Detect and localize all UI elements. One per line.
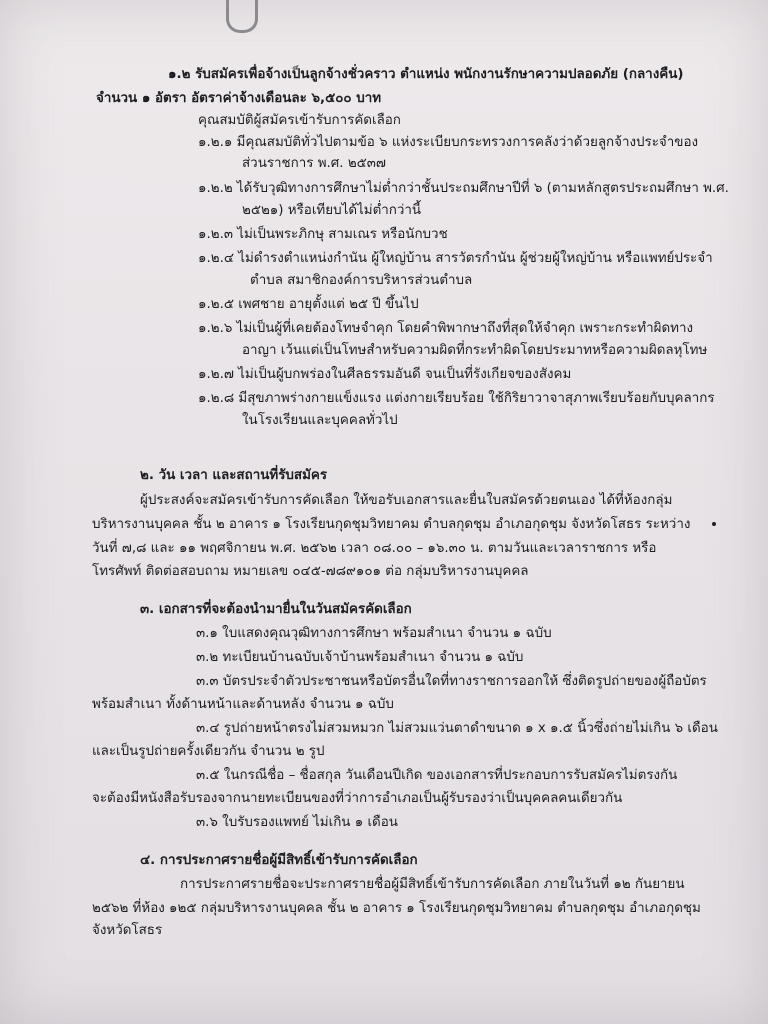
section-1-2-quota: จำนวน ๑ อัตรา อัตราค่าจ้างเดือนละ ๖,๕๐๐ บาท [96,91,382,106]
document-item: ๓.๔ รูปถ่ายหน้าตรงไม่สวมหมวก ไม่สวมแว่นตาดำขนาด ๑ x ๑.๕ นิ้วซึ่งถ่ายไม่เกิน ๖ เดือน [196,721,718,736]
qualification-item: ส่วนราชการ พ.ศ. ๒๕๓๗ [242,156,387,171]
qualification-item: ๑.๒.๕ เพศชาย อายุตั้งแต่ ๒๕ ปี ขึ้นไป [198,297,419,312]
qualification-item: ตำบล สมาชิกองค์การบริหารส่วนตำบล [250,273,473,288]
document-item: ๓.๖ ใบรับรองแพทย์ ไม่เกิน ๑ เดือน [196,815,398,830]
qualification-item: ๑.๒.๔ ไม่ดำรงตำแหน่งกำนัน ผู้ใหญ่บ้าน สารวัตรกำนัน ผู้ช่วยผู้ใหญ่บ้าน หรือแพทย์ประจำ [198,251,713,266]
qualification-title: คุณสมบัติผู้สมัครเข้ารับการคัดเลือก [198,113,401,128]
document-item: และเป็นรูปถ่ายครั้งเดียวกัน จำนวน ๒ รูป [92,744,325,759]
document-item: พร้อมสำเนา ทั้งด้านหน้าและด้านหลัง จำนวน ๑ ฉบับ [92,697,394,712]
qualification-item: ๑.๒.๘ มีสุขภาพร่างกายแข็งแรง แต่งกายเรียบร้อย ใช้กิริยาวาจาสุภาพเรียบร้อยกับบุคลากร [198,391,715,406]
qualification-item: ๒๕๒๑) หรือเทียบได้ไม่ต่ำกว่านี้ [242,203,422,218]
section-1-2-heading: ๑.๒ รับสมัครเพื่อจ้างเป็นลูกจ้างชั่วคราว ตำแหน่ง พนักงานรักษาความปลอดภัย (กลางคืน) [168,67,684,82]
qualification-item: อาญา เว้นแต่เป็นโทษสำหรับความผิดที่กระทำผิดโดยประมาทหรือความผิดลหุโทษ [242,343,708,358]
section-2-line: บริหารงานบุคคล ชั้น ๒ อาคาร ๑ โรงเรียนกุดชุมวิทยาคม ตำบลกุดชุม อำเภอกุดชุม จังหวัดโสธร ระหว่าง [92,517,691,532]
section-2-line: วันที่ ๗,๘ และ ๑๑ พฤศจิกายน พ.ศ. ๒๕๖๒ เวลา ๐๘.๐๐ – ๑๖.๓๐ น. ตามวันและเวลาราชการ หรือ [92,541,657,556]
ink-dot [712,522,716,526]
document-item: ๓.๕ ในกรณีชื่อ – ชื่อสกุล วันเดือนปีเกิด ของเอกสารที่ประกอบการรับสมัครไม่ตรงกัน [196,768,678,783]
qualification-item: ๑.๒.๓ ไม่เป็นพระภิกษุ สามเณร หรือนักบวช [198,227,448,242]
qualification-item: ๑.๒.๒ ได้รับวุฒิทางการศึกษาไม่ต่ำกว่าชั้นประถมศึกษาปีที่ ๖ (ตามหลักสูตรประถมศึกษา พ.ศ. [198,181,729,196]
document-item: ๓.๑ ใบแสดงคุณวุฒิทางการศึกษา พร้อมสำเนา จำนวน ๑ ฉบับ [196,626,552,641]
section-2-heading: ๒. วัน เวลา และสถานที่รับสมัคร [140,468,328,483]
document-item: จะต้องมีหนังสือรับรองจากนายทะเบียนของที่ว่าการอำเภอเป็นผู้รับรองว่าเป็นบุคคลคนเดียวกัน [92,791,623,806]
qualification-item: ๑.๒.๖ ไม่เป็นผู้ที่เคยต้องโทษจำคุก โดยคำพิพากษาถึงที่สุดให้จำคุก เพราะกระทำผิดทาง [198,321,694,336]
section-4-line: การประกาศรายชื่อจะประกาศรายชื่อผู้มีสิทธิ์เข้ารับการคัดเลือก ภายในวันที่ ๑๒ กันยายน [180,877,685,892]
section-2-line: ผู้ประสงค์จะสมัครเข้ารับการคัดเลือก ให้ขอรับเอกสารและยื่นใบสมัครด้วยตนเอง ได้ที่ห้องกลุ่ม [140,493,673,508]
section-3-heading: ๓. เอกสารที่จะต้องนำมายื่นในวันสมัครคัดเลือก [140,602,412,617]
document-item: ๓.๓ บัตรประจำตัวประชาชนหรือบัตรอื่นใดที่ทางราชการออกให้ ซึ่งติดรูปถ่ายของผู้ถือบัตร [196,674,707,689]
qualification-item: ๑.๒.๑ มีคุณสมบัติทั่วไปตามข้อ ๖ แห่งระเบียบกระทรวงการคลังว่าด้วยลูกจ้างประจำของ [198,135,699,150]
section-2-line: โทรศัพท์ ติดต่อสอบถาม หมายเลข ๐๔๕-๗๘๙๑๐๑ ต่อ กลุ่มบริหารงานบุคคล [92,564,529,579]
section-4-line: จังหวัดโสธร [92,923,163,938]
document-item: ๓.๒ ทะเบียนบ้านฉบับเจ้าบ้านพร้อมสำเนา จำนวน ๑ ฉบับ [196,650,524,665]
section-4-line: ๒๕๖๒ ที่ห้อง ๑๒๕ กลุ่มบริหารงานบุคคล ชั้น ๒ อาคาร ๑ โรงเรียนกุดชุมวิทยาคม ตำบลกุดชุม อำเภอกุดชุม [92,901,701,916]
section-4-heading: ๔. การประกาศรายชื่อผู้มีสิทธิ์เข้ารับการคัดเลือก [140,853,418,868]
paper-clip [226,0,258,33]
qualification-item: ในโรงเรียนและบุคคลทั่วไป [242,413,398,428]
qualification-item: ๑.๒.๗ ไม่เป็นผู้บกพร่องในศีลธรรมอันดี จนเป็นที่รังเกียจของสังคม [198,367,572,382]
